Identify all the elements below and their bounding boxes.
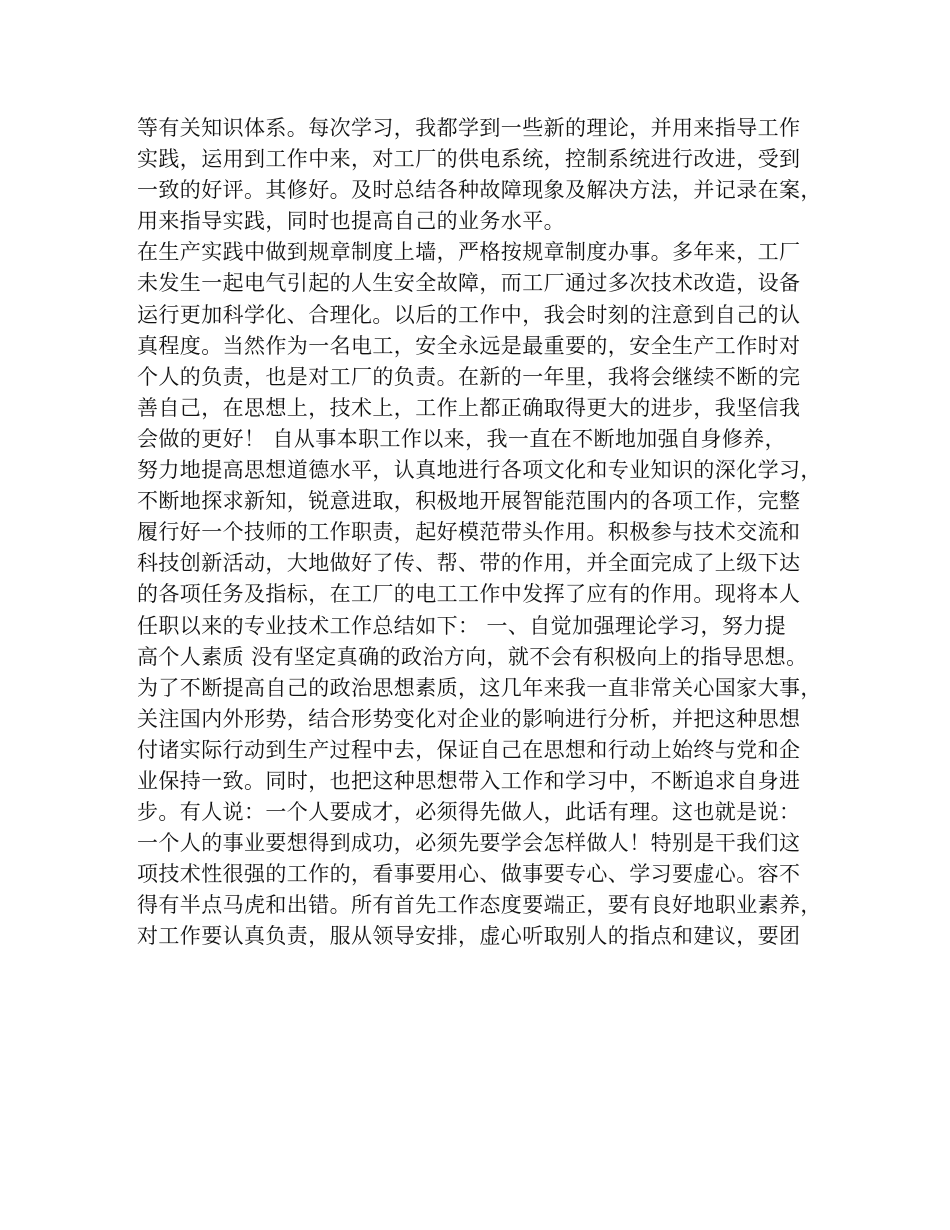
text-line: 等有关知识体系。每次学习，我都学到一些新的理论，并用来指导工作 [137, 116, 801, 140]
text-line: 项技术性很强的工作的，看事要用心、做事要专心、学习要虚心。容不 [137, 862, 801, 887]
text-line: 对工作要认真负责，服从领导安排，虚心听取别人的指点和建议，要团 [137, 924, 801, 949]
text-line: 用来指导实践，同时也提高自己的业务水平。 [137, 209, 565, 234]
text-line: 一致的好评。其修好。及时总结各种故障现象及解决方法，并记录在案， [137, 178, 822, 203]
text-line: 实践，运用到工作中来，对工厂的供电系统，控制系统进行改进，受到 [137, 147, 801, 172]
text-line: 努力地提高思想道德水平，认真地进行各项文化和专业知识的深化学习， [137, 458, 822, 483]
text-line: 善自己，在思想上，技术上，工作上都正确取得更大的进步，我坚信我 [137, 395, 801, 420]
text-line: 一个人的事业要想得到成功，必须先要学会怎样做人！特别是干我们这 [137, 831, 801, 856]
text-line: 步。有人说：一个人要成才，必须得先做人，此话有理。这也就是说： [137, 800, 801, 825]
text-line: 真程度。当然作为一名电工，安全永远是最重要的，安全生产工作时对 [137, 333, 801, 358]
text-line: 业保持一致。同时，也把这种思想带入工作和学习中，不断追求自身进 [137, 768, 801, 793]
text-line: 会做的更好！ 自从事本职工作以来，我一直在不断地加强自身修养， [137, 426, 787, 451]
text-line: 付诸实际行动到生产过程中去，保证自己在思想和行动上始终与党和企 [137, 737, 801, 762]
document-body [137, 113, 827, 953]
text-line: 为了不断提高自己的政治思想素质，这几年来我一直非常关心国家大事， [137, 675, 822, 700]
text-line: 科技创新活动，大地做好了传、帮、带的作用，并全面完成了上级下达 [137, 551, 801, 576]
text-line: 个人的负责，也是对工厂的负责。在新的一年里，我将会继续不断的完 [137, 364, 801, 389]
text-line: 在生产实践中做到规章制度上墙，严格按规章制度办事。多年来，工厂 [137, 240, 801, 265]
text-line: 任职以来的专业技术工作总结如下： 一、自觉加强理论学习，努力提 [137, 613, 787, 638]
text-line: 的各项任务及指标，在工厂的电工工作中发挥了应有的作用。现将本人 [137, 582, 801, 607]
text-line: 关注国内外形势，结合形势变化对企业的影响进行分析，并把这种思想 [137, 706, 801, 731]
text-line: 未发生一起电气引起的人生安全故障，而工厂通过多次技术改造，设备 [137, 271, 801, 296]
text-line: 高个人素质 没有坚定真确的政治方向，就不会有积极向上的指导思想。 [137, 644, 808, 669]
text-line: 得有半点马虎和出错。所有首先工作态度要端正，要有良好地职业素养， [137, 893, 822, 918]
text-line: 运行更加科学化、合理化。以后的工作中，我会时刻的注意到自己的认 [137, 302, 801, 327]
text-line: 履行好一个技师的工作职责，起好模范带头作用。积极参与技术交流和 [137, 520, 801, 545]
text-line: 不断地探求新知，锐意进取，积极地开展智能范围内的各项工作，完整 [137, 489, 801, 514]
